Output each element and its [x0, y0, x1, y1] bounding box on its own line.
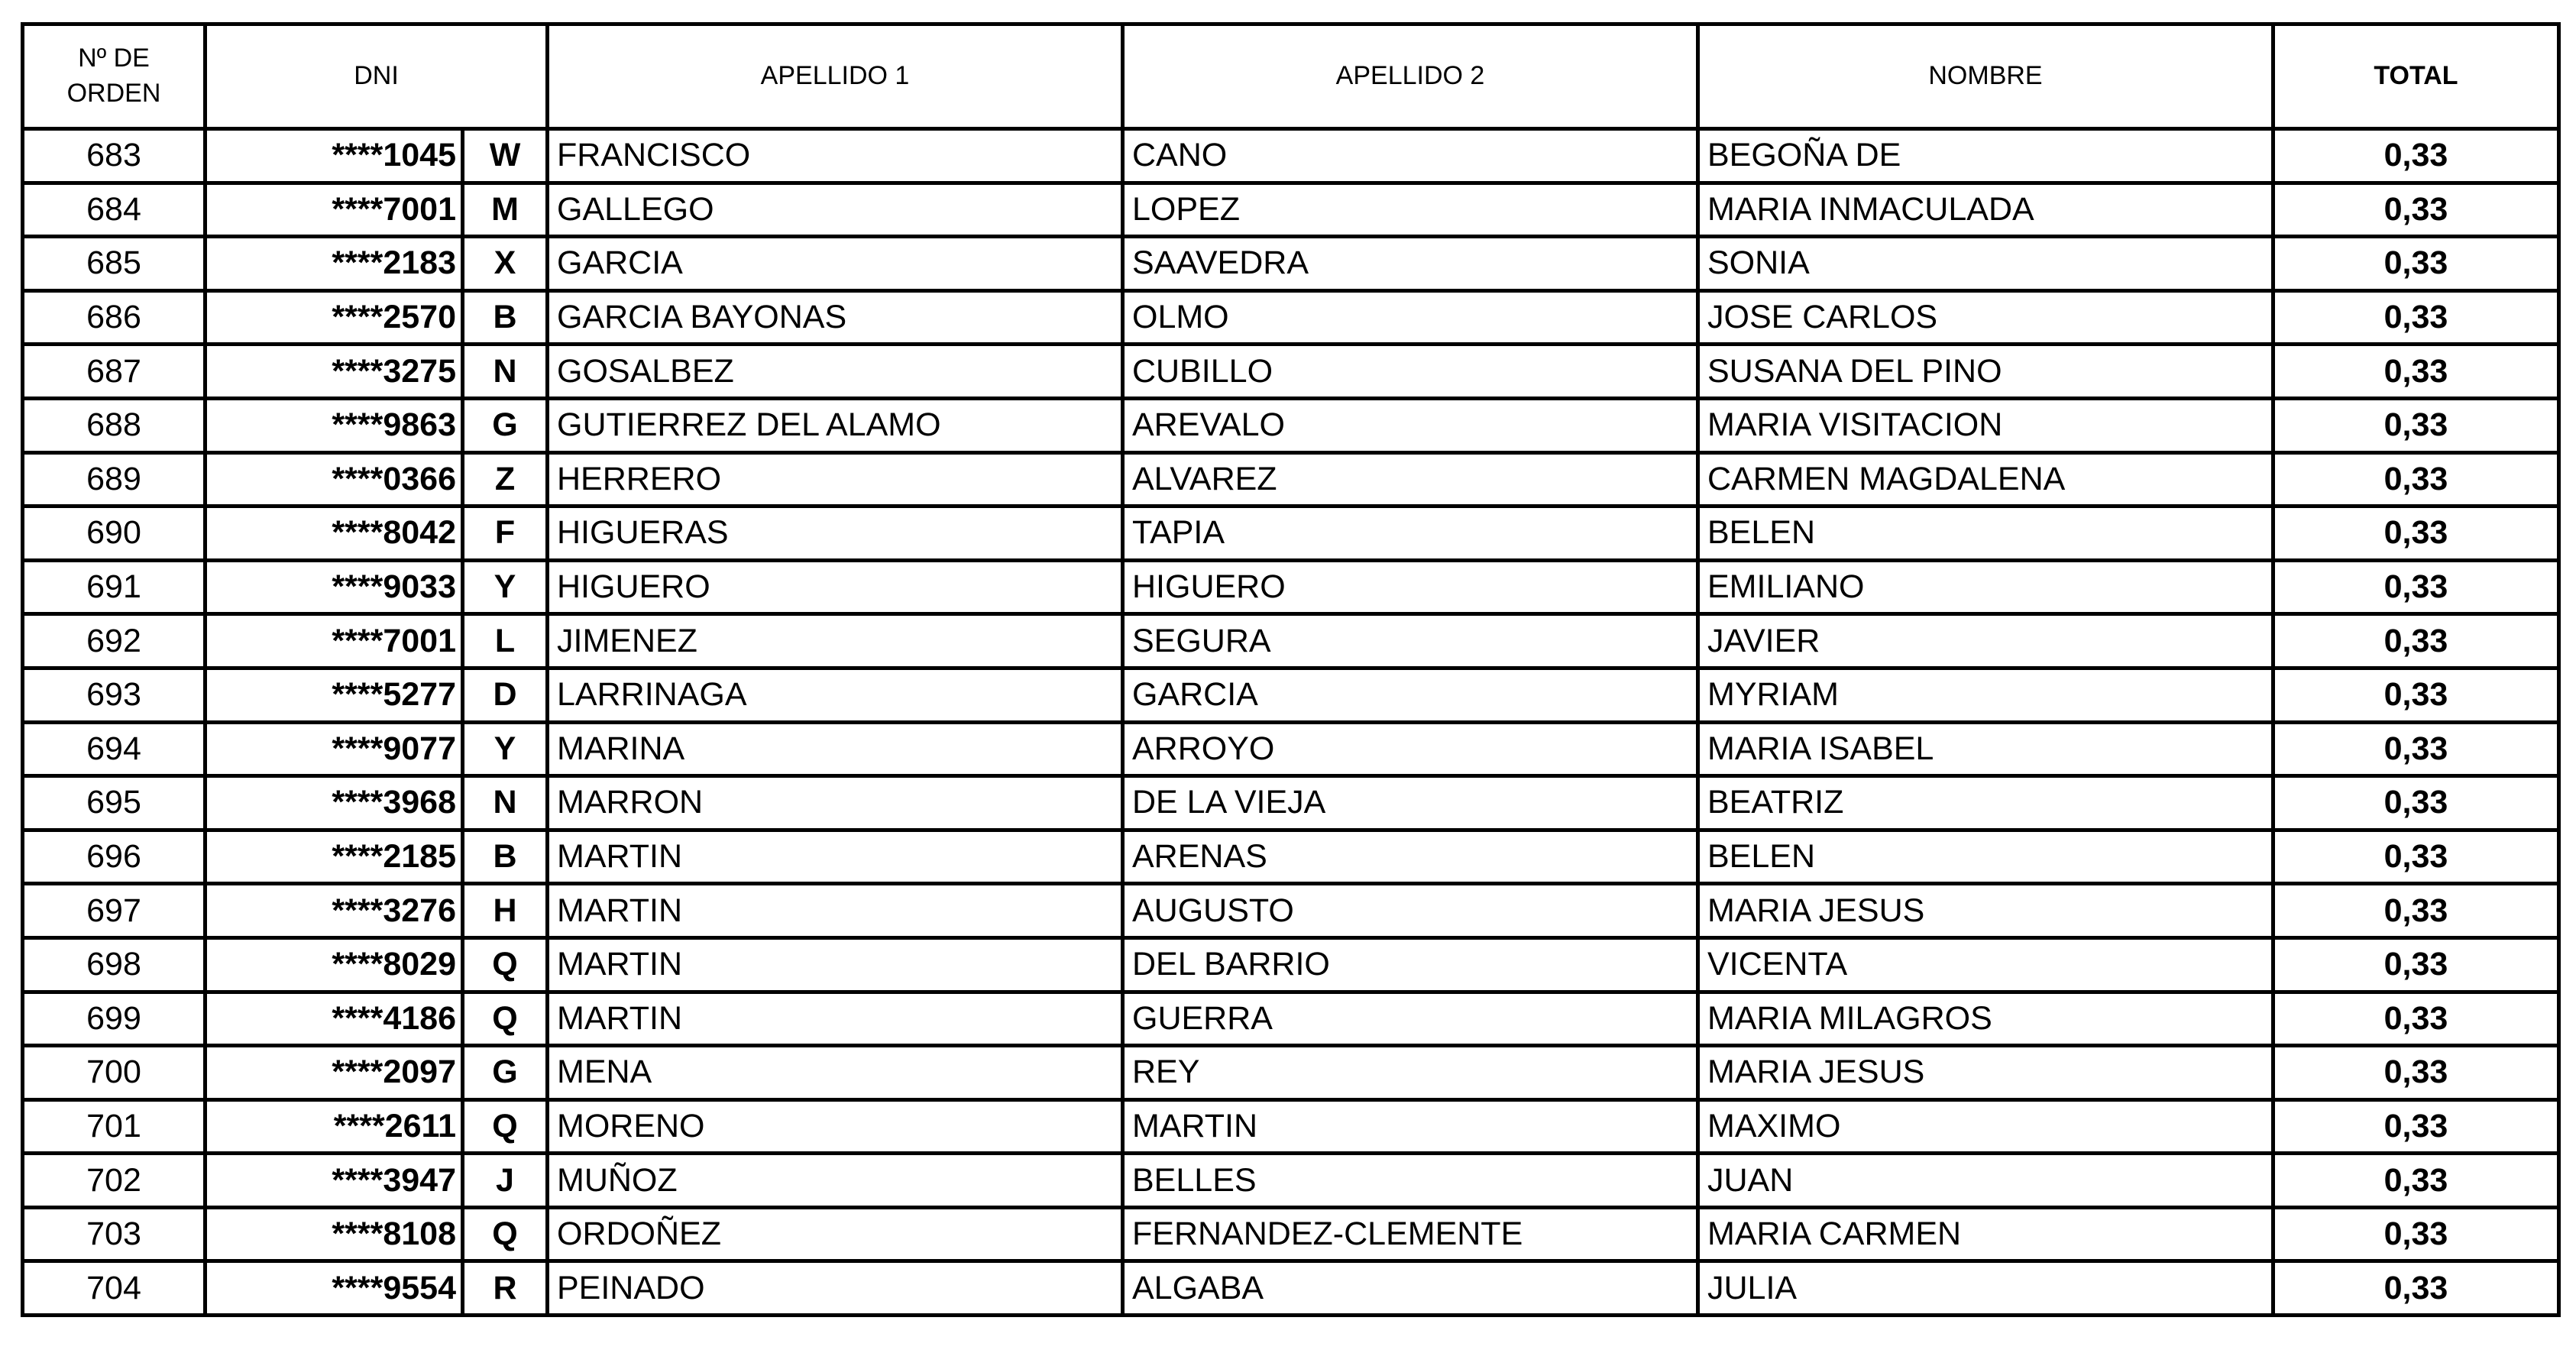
- cell-total: 0,33: [2273, 722, 2559, 776]
- cell-apellido1: MUÑOZ: [548, 1154, 1123, 1208]
- cell-total: 0,33: [2273, 1207, 2559, 1261]
- cell-apellido2: AUGUSTO: [1123, 884, 1698, 938]
- table-row: [23, 1207, 2559, 1261]
- cell-dni-letter: L: [463, 614, 548, 668]
- cell-apellido1: HIGUERAS: [548, 507, 1123, 561]
- cell-apellido2: GARCIA: [1123, 668, 1698, 722]
- cell-apellido1: MARTIN: [548, 884, 1123, 938]
- cell-nombre: MAXIMO: [1698, 1099, 2273, 1154]
- cell-apellido2: BELLES: [1123, 1154, 1698, 1208]
- cell-dni: ****8042: [205, 507, 463, 561]
- cell-dni: ****2097: [205, 1046, 463, 1100]
- cell-apellido2: ARROYO: [1123, 722, 1698, 776]
- cell-apellido2: CANO: [1123, 129, 1698, 183]
- cell-apellido2: DE LA VIEJA: [1123, 776, 1698, 830]
- cell-nombre: JAVIER: [1698, 614, 2273, 668]
- cell-orden: 704: [23, 1261, 205, 1316]
- results-table: [21, 22, 2561, 1317]
- table-row: [23, 398, 2559, 452]
- cell-apellido1: GUTIERREZ DEL ALAMO: [548, 398, 1123, 452]
- cell-dni: ****2570: [205, 290, 463, 345]
- cell-orden: 683: [23, 129, 205, 183]
- cell-dni: ****9033: [205, 560, 463, 614]
- cell-apellido1: MORENO: [548, 1099, 1123, 1154]
- cell-orden: 699: [23, 992, 205, 1046]
- cell-apellido1: MENA: [548, 1046, 1123, 1100]
- cell-apellido2: OLMO: [1123, 290, 1698, 345]
- table-row: [23, 668, 2559, 722]
- cell-orden: 700: [23, 1046, 205, 1100]
- cell-dni-letter: Q: [463, 1099, 548, 1154]
- cell-orden: 693: [23, 668, 205, 722]
- table-row: [23, 776, 2559, 830]
- cell-orden: 686: [23, 290, 205, 345]
- cell-total: 0,33: [2273, 183, 2559, 237]
- table-body: [23, 129, 2559, 1316]
- table-row: [23, 507, 2559, 561]
- cell-dni-letter: Q: [463, 992, 548, 1046]
- cell-apellido2: MARTIN: [1123, 1099, 1698, 1154]
- cell-total: 0,33: [2273, 452, 2559, 507]
- cell-apellido1: GARCIA BAYONAS: [548, 290, 1123, 345]
- cell-dni-letter: N: [463, 345, 548, 399]
- cell-nombre: JOSE CARLOS: [1698, 290, 2273, 345]
- cell-apellido2: LOPEZ: [1123, 183, 1698, 237]
- cell-apellido2: FERNANDEZ-CLEMENTE: [1123, 1207, 1698, 1261]
- cell-total: 0,33: [2273, 507, 2559, 561]
- table-row: [23, 345, 2559, 399]
- cell-apellido1: MARTIN: [548, 992, 1123, 1046]
- cell-dni: ****3275: [205, 345, 463, 399]
- cell-dni: ****5277: [205, 668, 463, 722]
- header-nombre: NOMBRE: [1698, 24, 2273, 129]
- cell-dni-letter: B: [463, 290, 548, 345]
- cell-dni-letter: Y: [463, 722, 548, 776]
- cell-total: 0,33: [2273, 776, 2559, 830]
- cell-orden: 697: [23, 884, 205, 938]
- cell-apellido1: FRANCISCO: [548, 129, 1123, 183]
- cell-dni: ****2185: [205, 830, 463, 884]
- cell-dni-letter: Q: [463, 937, 548, 992]
- cell-orden: 689: [23, 452, 205, 507]
- cell-nombre: MARIA INMACULADA: [1698, 183, 2273, 237]
- cell-total: 0,33: [2273, 129, 2559, 183]
- cell-nombre: MYRIAM: [1698, 668, 2273, 722]
- cell-dni: ****7001: [205, 183, 463, 237]
- cell-apellido1: MARTIN: [548, 830, 1123, 884]
- cell-apellido2: CUBILLO: [1123, 345, 1698, 399]
- cell-apellido2: ALGABA: [1123, 1261, 1698, 1316]
- cell-total: 0,33: [2273, 1046, 2559, 1100]
- cell-orden: 696: [23, 830, 205, 884]
- cell-dni: ****9554: [205, 1261, 463, 1316]
- cell-dni: ****8029: [205, 937, 463, 992]
- cell-dni-letter: Q: [463, 1207, 548, 1261]
- cell-apellido1: MARTIN: [548, 937, 1123, 992]
- header-dni: DNI: [205, 24, 548, 129]
- cell-apellido1: MARRON: [548, 776, 1123, 830]
- cell-total: 0,33: [2273, 560, 2559, 614]
- table-row: [23, 290, 2559, 345]
- cell-nombre: JULIA: [1698, 1261, 2273, 1316]
- table-header: [23, 24, 2559, 129]
- cell-apellido1: JIMENEZ: [548, 614, 1123, 668]
- cell-orden: 702: [23, 1154, 205, 1208]
- cell-orden: 685: [23, 237, 205, 291]
- table-row: [23, 1154, 2559, 1208]
- cell-dni: ****9863: [205, 398, 463, 452]
- table-row: [23, 129, 2559, 183]
- cell-orden: 687: [23, 345, 205, 399]
- table-row: [23, 937, 2559, 992]
- cell-dni-letter: G: [463, 398, 548, 452]
- cell-orden: 695: [23, 776, 205, 830]
- cell-dni: ****2183: [205, 237, 463, 291]
- cell-nombre: CARMEN MAGDALENA: [1698, 452, 2273, 507]
- cell-dni-letter: G: [463, 1046, 548, 1100]
- cell-apellido2: HIGUERO: [1123, 560, 1698, 614]
- cell-apellido2: ARENAS: [1123, 830, 1698, 884]
- cell-apellido1: HERRERO: [548, 452, 1123, 507]
- cell-total: 0,33: [2273, 1261, 2559, 1316]
- cell-dni-letter: D: [463, 668, 548, 722]
- cell-total: 0,33: [2273, 237, 2559, 291]
- cell-orden: 694: [23, 722, 205, 776]
- cell-dni-letter: N: [463, 776, 548, 830]
- cell-total: 0,33: [2273, 1099, 2559, 1154]
- cell-apellido2: SAAVEDRA: [1123, 237, 1698, 291]
- cell-total: 0,33: [2273, 345, 2559, 399]
- cell-orden: 691: [23, 560, 205, 614]
- cell-dni-letter: H: [463, 884, 548, 938]
- cell-apellido2: DEL BARRIO: [1123, 937, 1698, 992]
- cell-dni-letter: F: [463, 507, 548, 561]
- cell-nombre: BEATRIZ: [1698, 776, 2273, 830]
- table-row: [23, 560, 2559, 614]
- cell-total: 0,33: [2273, 992, 2559, 1046]
- cell-dni-letter: R: [463, 1261, 548, 1316]
- cell-nombre: BEGOÑA DE: [1698, 129, 2273, 183]
- cell-apellido1: MARINA: [548, 722, 1123, 776]
- cell-total: 0,33: [2273, 614, 2559, 668]
- cell-orden: 684: [23, 183, 205, 237]
- cell-nombre: MARIA CARMEN: [1698, 1207, 2273, 1261]
- cell-total: 0,33: [2273, 290, 2559, 345]
- cell-dni: ****2611: [205, 1099, 463, 1154]
- table-row: [23, 992, 2559, 1046]
- cell-orden: 690: [23, 507, 205, 561]
- cell-dni: ****0366: [205, 452, 463, 507]
- cell-apellido2: AREVALO: [1123, 398, 1698, 452]
- cell-dni-letter: Z: [463, 452, 548, 507]
- cell-total: 0,33: [2273, 937, 2559, 992]
- cell-nombre: JUAN: [1698, 1154, 2273, 1208]
- cell-nombre: VICENTA: [1698, 937, 2273, 992]
- cell-nombre: EMILIANO: [1698, 560, 2273, 614]
- cell-nombre: MARIA JESUS: [1698, 1046, 2273, 1100]
- cell-dni-letter: X: [463, 237, 548, 291]
- table-row: [23, 614, 2559, 668]
- table-row: [23, 884, 2559, 938]
- cell-apellido2: SEGURA: [1123, 614, 1698, 668]
- cell-nombre: MARIA JESUS: [1698, 884, 2273, 938]
- cell-orden: 688: [23, 398, 205, 452]
- cell-total: 0,33: [2273, 830, 2559, 884]
- header-apellido1: APELLIDO 1: [548, 24, 1123, 129]
- cell-dni-letter: B: [463, 830, 548, 884]
- cell-nombre: MARIA ISABEL: [1698, 722, 2273, 776]
- cell-dni: ****1045: [205, 129, 463, 183]
- cell-nombre: SONIA: [1698, 237, 2273, 291]
- cell-orden: 701: [23, 1099, 205, 1154]
- table-row: [23, 237, 2559, 291]
- table-row: [23, 1261, 2559, 1316]
- cell-dni: ****8108: [205, 1207, 463, 1261]
- table-row: [23, 722, 2559, 776]
- header-total: TOTAL: [2273, 24, 2559, 129]
- cell-nombre: BELEN: [1698, 830, 2273, 884]
- header-apellido2: APELLIDO 2: [1123, 24, 1698, 129]
- cell-apellido1: GOSALBEZ: [548, 345, 1123, 399]
- cell-dni: ****9077: [205, 722, 463, 776]
- cell-dni-letter: W: [463, 129, 548, 183]
- header-orden: Nº DE ORDEN: [23, 24, 205, 129]
- cell-apellido2: REY: [1123, 1046, 1698, 1100]
- cell-nombre: MARIA VISITACION: [1698, 398, 2273, 452]
- table-row: [23, 183, 2559, 237]
- cell-total: 0,33: [2273, 1154, 2559, 1208]
- cell-apellido2: ALVAREZ: [1123, 452, 1698, 507]
- cell-dni: ****3947: [205, 1154, 463, 1208]
- cell-apellido1: LARRINAGA: [548, 668, 1123, 722]
- table-row: [23, 1046, 2559, 1100]
- cell-nombre: SUSANA DEL PINO: [1698, 345, 2273, 399]
- cell-dni-letter: M: [463, 183, 548, 237]
- cell-dni-letter: J: [463, 1154, 548, 1208]
- table-row: [23, 452, 2559, 507]
- cell-apellido1: ORDOÑEZ: [548, 1207, 1123, 1261]
- table-row: [23, 1099, 2559, 1154]
- cell-apellido1: GALLEGO: [548, 183, 1123, 237]
- cell-orden: 698: [23, 937, 205, 992]
- cell-dni: ****3968: [205, 776, 463, 830]
- table-row: [23, 830, 2559, 884]
- cell-orden: 692: [23, 614, 205, 668]
- cell-dni: ****3276: [205, 884, 463, 938]
- cell-dni: ****4186: [205, 992, 463, 1046]
- cell-total: 0,33: [2273, 398, 2559, 452]
- cell-dni: ****7001: [205, 614, 463, 668]
- cell-orden: 703: [23, 1207, 205, 1261]
- cell-apellido2: GUERRA: [1123, 992, 1698, 1046]
- cell-apellido2: TAPIA: [1123, 507, 1698, 561]
- cell-apellido1: PEINADO: [548, 1261, 1123, 1316]
- cell-total: 0,33: [2273, 884, 2559, 938]
- cell-dni-letter: Y: [463, 560, 548, 614]
- cell-apellido1: HIGUERO: [548, 560, 1123, 614]
- cell-total: 0,33: [2273, 668, 2559, 722]
- cell-apellido1: GARCIA: [548, 237, 1123, 291]
- cell-nombre: MARIA MILAGROS: [1698, 992, 2273, 1046]
- cell-nombre: BELEN: [1698, 507, 2273, 561]
